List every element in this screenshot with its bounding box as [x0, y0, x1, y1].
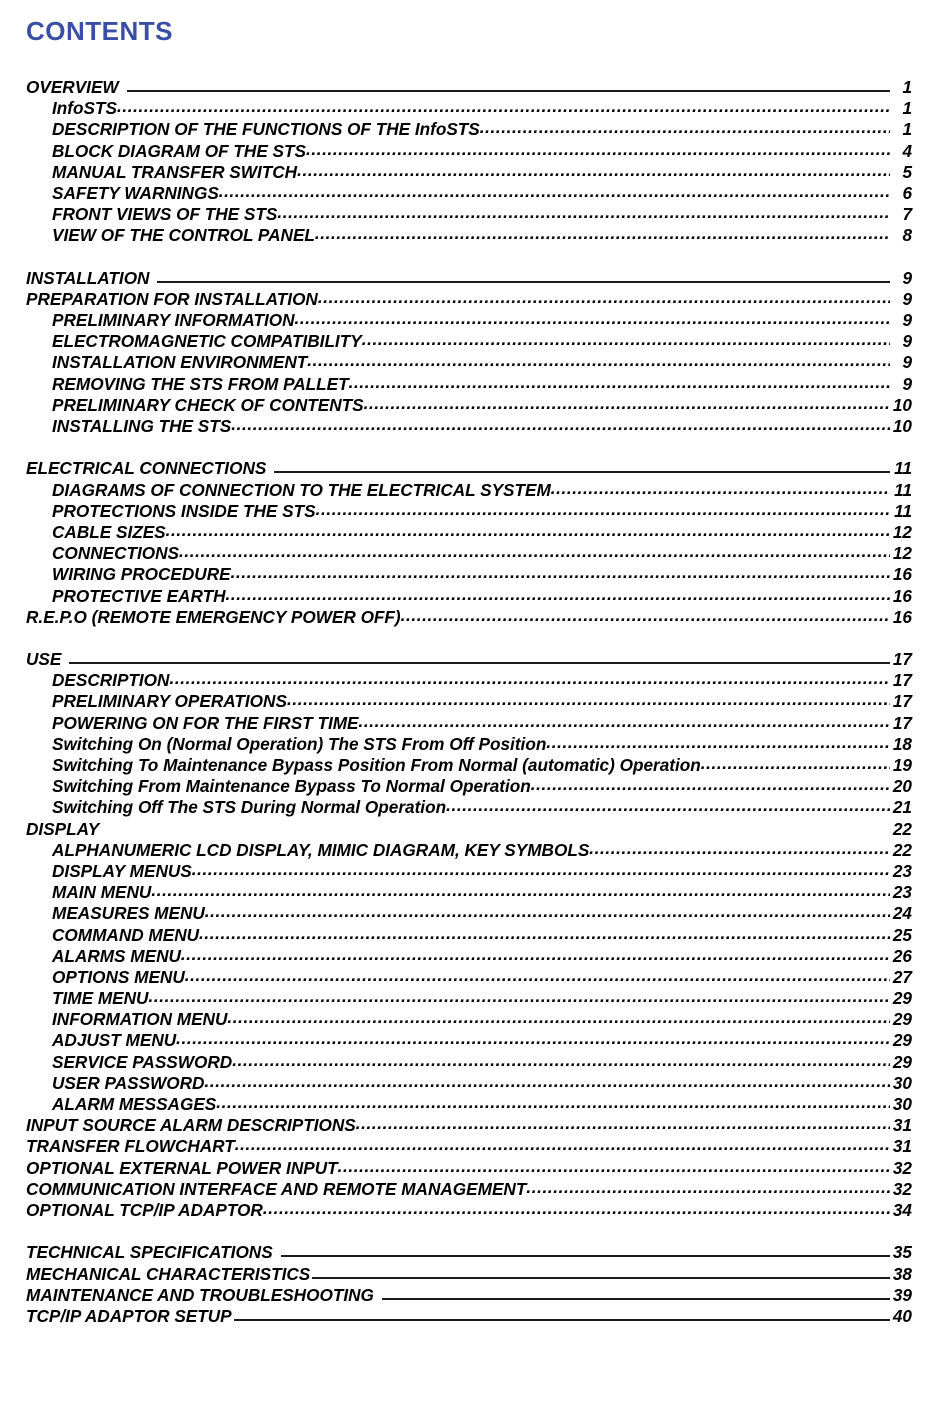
toc-entry[interactable]	[0, 563, 950, 584]
toc-entry[interactable]	[0, 500, 950, 521]
toc-entry-label: DISPLAY	[26, 818, 100, 839]
toc-leader	[232, 1051, 890, 1068]
toc-page-number: 22	[892, 818, 912, 839]
toc-entry-label: ALPHANUMERIC LCD DISPLAY, MIMIC DIAGRAM, KEY SYMBOLS	[52, 839, 590, 860]
toc-leader	[219, 182, 890, 199]
toc-entry-label: PREPARATION FOR INSTALLATION	[26, 288, 318, 309]
toc-leader	[287, 690, 890, 707]
toc-leader	[295, 309, 890, 326]
toc-entry-label: OVERVIEW	[26, 77, 119, 97]
toc-entry-label: TRANSFER FLOWCHART	[26, 1136, 235, 1157]
toc-page-number: 9	[902, 373, 912, 394]
toc-entry[interactable]	[0, 1029, 950, 1050]
toc-entry[interactable]	[0, 775, 950, 796]
toc-leader	[318, 288, 890, 305]
toc-page-number: 18	[892, 733, 912, 754]
toc-leader	[526, 1178, 890, 1195]
toc-entry[interactable]	[0, 415, 950, 436]
toc-entry[interactable]	[0, 288, 950, 309]
toc-page-number: 23	[892, 860, 912, 881]
toc-entry[interactable]	[0, 1157, 950, 1178]
toc-leader	[359, 712, 890, 729]
toc-leader	[480, 118, 890, 135]
toc-page-number: 26	[892, 945, 912, 966]
toc-page-number: 16	[892, 606, 912, 627]
toc-entry[interactable]	[0, 860, 950, 881]
toc-entry[interactable]	[0, 182, 950, 203]
toc-leader	[227, 1008, 890, 1025]
toc-leader	[181, 945, 890, 962]
toc-leader	[364, 394, 890, 411]
toc-entry[interactable]	[0, 1263, 950, 1284]
toc-leader	[277, 203, 890, 220]
toc-entry-label: USER PASSWORD	[52, 1072, 205, 1093]
toc-entry[interactable]	[0, 1199, 950, 1220]
toc-leader	[362, 330, 890, 347]
toc-entry[interactable]	[0, 1008, 950, 1029]
toc-page-number: 9	[902, 288, 912, 309]
toc-leader	[297, 161, 890, 178]
toc-leader	[185, 966, 890, 983]
toc-group-spacer	[0, 246, 950, 267]
toc-page-number: 12	[892, 543, 912, 564]
toc-page-number: 17	[892, 670, 912, 691]
toc-page-number: 1	[902, 119, 912, 140]
toc-entry-label: OPTIONAL EXTERNAL POWER INPUT	[26, 1157, 338, 1178]
toc-page-number: 34	[892, 1199, 912, 1220]
toc-leader	[374, 1284, 890, 1301]
toc-entry-label: Switching On (Normal Operation) The STS From Off Position	[52, 733, 547, 754]
toc-leader	[179, 542, 890, 559]
toc-entry[interactable]	[0, 1093, 950, 1114]
toc-page-number: 29	[892, 988, 912, 1009]
toc-page-number: 38	[892, 1263, 912, 1284]
toc-group-spacer	[0, 627, 950, 648]
table-of-contents-list	[0, 76, 950, 1326]
toc-leader	[149, 267, 890, 284]
toc-page-number: 32	[892, 1157, 912, 1178]
toc-page-number: 1	[902, 77, 912, 97]
toc-leader	[273, 1241, 890, 1258]
toc-entry[interactable]	[0, 76, 950, 97]
toc-leader	[232, 1305, 890, 1322]
toc-entry-label: Switching To Maintenance Bypass Position From Normal (automatic) Operation	[52, 755, 701, 775]
toc-entry[interactable]	[0, 924, 950, 945]
toc-page-number: 19	[892, 755, 912, 775]
toc-leader	[99, 818, 890, 835]
toc-page-number: 31	[892, 1115, 912, 1136]
toc-entry-label: MAINTENANCE AND TROUBLESHOOTING	[26, 1284, 374, 1305]
toc-entry-label: ALARMS MENU	[52, 945, 181, 966]
toc-entry-label: PROTECTIONS INSIDE THE STS	[52, 500, 316, 521]
toc-entry-label: Switching From Maintenance Bypass To Normal Operation	[52, 776, 531, 797]
toc-leader	[401, 606, 890, 623]
toc-page-number: 4	[902, 140, 912, 161]
toc-entry[interactable]	[0, 945, 950, 966]
toc-entry[interactable]	[0, 394, 950, 415]
toc-page-number: 35	[892, 1242, 912, 1263]
toc-page-number: 17	[892, 712, 912, 733]
toc-page-number: 1	[902, 98, 912, 119]
toc-entry-label: USE	[26, 649, 62, 670]
toc-entry[interactable]	[0, 606, 950, 627]
toc-leader	[446, 796, 890, 813]
toc-entry-label: WIRING PROCEDURE	[52, 564, 231, 585]
toc-entry-label: COMMAND MENU	[52, 924, 200, 945]
toc-entry-label: ADJUST MENU	[52, 1030, 177, 1051]
toc-entry-label: INPUT SOURCE ALARM DESCRIPTIONS	[26, 1115, 356, 1136]
toc-group-spacer	[0, 436, 950, 457]
toc-page-number: 29	[892, 1030, 912, 1051]
toc-entry-label: POWERING ON FOR THE FIRST TIME	[52, 712, 359, 733]
toc-page-number: 6	[902, 182, 912, 203]
toc-leader	[216, 1093, 890, 1110]
toc-group-spacer	[0, 1220, 950, 1241]
toc-entry[interactable]	[0, 1284, 950, 1305]
toc-page-number: 5	[902, 161, 912, 182]
toc-leader	[166, 521, 890, 538]
toc-leader	[226, 585, 891, 602]
toc-leader	[148, 987, 890, 1004]
toc-entry-label: CABLE SIZES	[52, 521, 166, 542]
toc-leader	[266, 457, 890, 474]
toc-leader	[316, 500, 890, 517]
toc-leader	[231, 563, 890, 580]
toc-leader	[310, 1263, 890, 1280]
toc-leader	[61, 648, 890, 665]
toc-page-number: 16	[892, 564, 912, 585]
toc-entry[interactable]	[0, 521, 950, 542]
toc-entry[interactable]	[0, 839, 950, 860]
toc-page-number: 20	[892, 776, 912, 797]
toc-entry-label: PRELIMINARY CHECK OF CONTENTS	[52, 394, 364, 415]
toc-entry[interactable]	[0, 161, 950, 182]
toc-entry-label: InfoSTS	[52, 98, 117, 119]
toc-page-number: 9	[902, 310, 912, 331]
toc-entry[interactable]	[0, 1114, 950, 1135]
toc-page-number: 32	[892, 1178, 912, 1199]
toc-entry-label: DIAGRAMS OF CONNECTION TO THE ELECTRICAL SYSTEM	[52, 479, 551, 500]
toc-entry[interactable]	[0, 690, 950, 711]
toc-entry-label: ALARM MESSAGES	[52, 1094, 217, 1114]
toc-entry-label: PROTECTIVE EARTH	[52, 585, 226, 606]
toc-entry-label: INSTALLING THE STS	[52, 416, 232, 436]
toc-leader	[169, 669, 890, 686]
toc-entry[interactable]	[0, 585, 950, 606]
toc-leader	[589, 839, 890, 856]
toc-page-number: 11	[894, 458, 912, 479]
toc-leader	[701, 754, 890, 771]
toc-entry[interactable]	[0, 1305, 950, 1326]
page-title: CONTENTS	[26, 16, 173, 46]
toc-page-number: 40	[892, 1305, 912, 1326]
toc-entry[interactable]	[0, 373, 950, 394]
toc-entry-label: TIME MENU	[52, 988, 149, 1009]
toc-leader	[235, 1135, 890, 1152]
toc-entry-label: INSTALLATION ENVIRONMENT	[52, 352, 308, 373]
toc-leader	[176, 1029, 890, 1046]
toc-entry-label: VIEW OF THE CONTROL PANEL	[52, 225, 315, 246]
toc-page-number: 39	[892, 1284, 912, 1305]
toc-leader	[315, 224, 890, 241]
toc-leader	[192, 860, 890, 877]
toc-entry[interactable]	[0, 479, 950, 500]
toc-entry-label: R.E.P.O (REMOTE EMERGENCY POWER OFF)	[26, 606, 401, 627]
toc-leader	[531, 775, 890, 792]
toc-entry-label: ELECTRICAL CONNECTIONS	[26, 458, 267, 479]
toc-entry[interactable]	[0, 712, 950, 733]
toc-entry[interactable]	[0, 796, 950, 817]
toc-entry-label: ELECTROMAGNETIC COMPATIBILITY	[52, 331, 362, 352]
toc-page-number: 11	[894, 500, 912, 521]
toc-entry-label: SAFETY WARNINGS	[52, 182, 219, 203]
toc-entry-label: BLOCK DIAGRAM OF THE STS	[52, 140, 306, 161]
toc-entry[interactable]	[0, 309, 950, 330]
toc-entry-label: CONNECTIONS	[52, 543, 180, 564]
toc-page-number: 31	[892, 1136, 912, 1157]
toc-page-number: 9	[902, 331, 912, 352]
toc-entry[interactable]	[0, 118, 950, 139]
toc-entry[interactable]	[0, 97, 950, 118]
toc-entry[interactable]	[0, 542, 950, 563]
toc-entry[interactable]	[0, 351, 950, 372]
toc-entry-label: TECHNICAL SPECIFICATIONS	[26, 1242, 273, 1263]
toc-entry[interactable]	[0, 733, 950, 754]
toc-entry-label: PRELIMINARY INFORMATION	[52, 310, 295, 331]
toc-leader	[199, 924, 890, 941]
toc-entry[interactable]	[0, 203, 950, 224]
toc-page-number: 24	[892, 903, 912, 924]
toc-entry[interactable]	[0, 818, 950, 839]
toc-page-number: 17	[892, 649, 912, 670]
toc-leader	[306, 140, 890, 157]
toc-entry-label: FRONT VIEWS OF THE STS	[52, 204, 278, 225]
toc-entry-label: PRELIMINARY OPERATIONS	[52, 691, 287, 712]
toc-entry-label: MEASURES MENU	[52, 903, 205, 924]
toc-entry[interactable]	[0, 1178, 950, 1199]
toc-entry-label: INSTALLATION	[26, 267, 150, 288]
toc-entry[interactable]	[0, 1241, 950, 1262]
toc-entry[interactable]	[0, 457, 950, 478]
toc-entry[interactable]	[0, 902, 950, 923]
toc-leader	[349, 373, 890, 390]
toc-page-number: 25	[892, 924, 912, 945]
toc-entry-label: REMOVING THE STS FROM PALLET	[52, 373, 349, 394]
toc-entry-label: INFORMATION MENU	[52, 1009, 228, 1030]
toc-page-number: 9	[902, 352, 912, 373]
toc-entry[interactable]	[0, 648, 950, 669]
toc-leader	[119, 76, 890, 93]
toc-entry-label: MANUAL TRANSFER SWITCH	[52, 161, 298, 182]
toc-leader	[205, 902, 890, 919]
toc-leader	[231, 415, 890, 432]
toc-entry[interactable]	[0, 966, 950, 987]
toc-entry[interactable]	[0, 1072, 950, 1093]
toc-page-number: 30	[892, 1072, 912, 1093]
toc-entry-label: DESCRIPTION	[52, 670, 170, 691]
toc-page-number: 21	[892, 797, 912, 818]
toc-entry-label: DESCRIPTION OF THE FUNCTIONS OF THE InfoSTS	[52, 119, 480, 140]
toc-entry[interactable]	[0, 1051, 950, 1072]
toc-entry-label: MECHANICAL CHARACTERISTICS	[26, 1263, 311, 1284]
toc-entry[interactable]	[0, 1135, 950, 1156]
toc-leader	[338, 1157, 890, 1174]
toc-page-number: 23	[892, 882, 912, 903]
toc-entry[interactable]	[0, 267, 950, 288]
toc-page-number: 10	[892, 394, 912, 415]
toc-entry-label: OPTIONS MENU	[52, 966, 185, 987]
toc-entry-label: TCP/IP ADAPTOR SETUP	[26, 1305, 232, 1326]
toc-entry[interactable]	[0, 754, 950, 775]
toc-page-number: 22	[892, 839, 912, 860]
toc-entry[interactable]	[0, 987, 950, 1008]
toc-entry-label: SERVICE PASSWORD	[52, 1051, 233, 1072]
toc-page-number: 11	[894, 479, 912, 500]
toc-page-number: 27	[892, 966, 912, 987]
toc-entry[interactable]	[0, 669, 950, 690]
toc-entry[interactable]	[0, 330, 950, 351]
toc-entry-label: DISPLAY MENUS	[52, 860, 192, 881]
toc-leader	[307, 351, 890, 368]
toc-leader	[204, 1072, 890, 1089]
toc-page-number: 10	[892, 416, 912, 436]
toc-page-number: 8	[902, 225, 912, 246]
toc-leader	[356, 1114, 890, 1131]
toc-page-number: 7	[902, 204, 912, 225]
toc-entry-label: COMMUNICATION INTERFACE AND REMOTE MANAGEMENT	[26, 1178, 527, 1199]
toc-page-number: 12	[892, 521, 912, 542]
toc-page-number: 30	[892, 1094, 912, 1114]
toc-entry-label: Switching Off The STS During Normal Operation	[52, 797, 447, 818]
toc-page-number: 29	[892, 1051, 912, 1072]
toc-entry[interactable]	[0, 224, 950, 245]
toc-entry[interactable]	[0, 881, 950, 902]
toc-page-number: 16	[892, 585, 912, 606]
toc-page-number: 17	[892, 691, 912, 712]
toc-leader	[151, 881, 890, 898]
toc-leader	[263, 1199, 890, 1216]
toc-leader	[551, 479, 890, 496]
toc-leader	[546, 733, 890, 750]
toc-page-number: 29	[892, 1009, 912, 1030]
toc-entry[interactable]	[0, 140, 950, 161]
toc-entry-label: OPTIONAL TCP/IP ADAPTOR	[26, 1199, 263, 1220]
toc-entry-label: MAIN MENU	[52, 882, 152, 903]
toc-page-number: 9	[902, 267, 912, 288]
toc-leader	[117, 97, 890, 114]
